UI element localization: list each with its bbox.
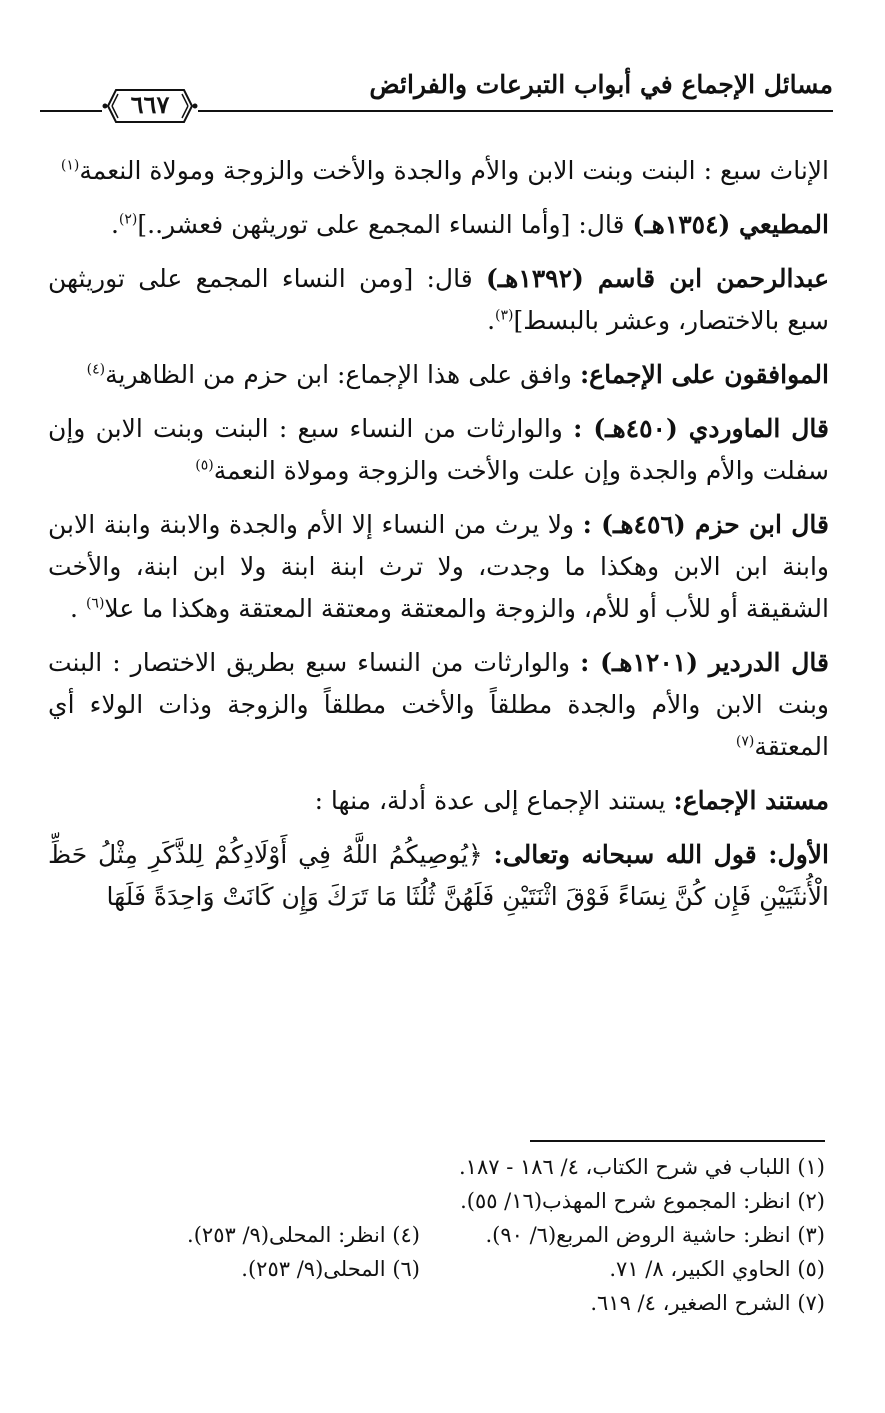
footnote-item: (٣) انظر: حاشية الروض المربع(٦/ ٩٠). (485, 1223, 825, 1247)
footnote-ref[interactable]: (٣) (495, 307, 514, 324)
footnotes-right-column (445, 1150, 825, 1320)
main-text (48, 150, 829, 924)
footnote-item: (٥) الحاوي الكبير، ٨/ ٧١. (609, 1257, 825, 1281)
quran-verse: ﴿يُوصِيكُمُ اللَّهُ فِي أَوْلَادِكُمْ لِلذَّكَرِ مِثْلُ حَظِّ الْأُنثَيَيْنِ فَإِن كُنَّ نِسَاءً فَوْقَ اثْنَتَيْنِ فَلَهُنَّ ثُلُثَا مَا تَرَكَ وَإِن كَانَتْ وَاحِدَةً فَلَهَا (48, 840, 829, 911)
footnote-item: (٢) انظر: المجموع شرح المهذب(١٦/ ٥٥). (460, 1189, 825, 1213)
paragraph-females: الإناث سبع : البنت وبنت الابن والأم والجدة والأخت والزوجة ومولاة النعمة$^{(١)}$ (60, 156, 829, 185)
footnotes-left-column (100, 1218, 420, 1286)
paragraph-ibn-hazm: قال ابن حزم (٤٥٦هـ) : ولا يرث من النساء إلا الأم والجدة والابنة وابنة الابن وابنة ابن الابن وهكذا ما وجدت، ولا ترث ابنة ابنة ولا ابن ابنة، والأخت الشقيقة أو للأب أو للأم، والزوجة والمعتقة ومعتقة المعتقة وهكذا ما علا$^{(٦)}$ . (48, 510, 829, 623)
footnote-ref[interactable]: (٦) (85, 595, 105, 612)
footnote-ref[interactable]: (٧) (735, 733, 755, 750)
footnote-ref[interactable]: (٥) (195, 457, 214, 474)
footnote-ref[interactable]: (١) (60, 157, 80, 174)
paragraph-first-evidence: الأول: قول الله سبحانه وتعالى: ﴿يُوصِيكُمُ اللَّهُ فِي أَوْلَادِكُمْ لِلذَّكَرِ مِثْلُ حَظِّ الْأُنثَيَيْنِ فَإِن كُنَّ نِسَاءً فَوْقَ اثْنَتَيْنِ فَلَهُنَّ ثُلُثَا مَا تَرَكَ وَإِن كَانَتْ وَاحِدَةً فَلَهَا (48, 840, 829, 911)
paragraph-basis: مستند الإجماع: يستند الإجماع إلى عدة أدلة، منها : (314, 786, 829, 815)
footnote-item: (١) اللباب في شرح الكتاب، ٤/ ١٨٦ - ١٨٧. (458, 1155, 825, 1179)
paragraph-agreeing: الموافقون على الإجماع: وافق على هذا الإجماع: ابن حزم من الظاهرية$^{(٤)}$ (86, 360, 829, 389)
footnote-item: (٤) انظر: المحلى(٩/ ٢٥٣). (187, 1223, 420, 1247)
page-number: ٦٦٧ (130, 90, 170, 119)
paragraph-ibn-qasim: عبدالرحمن ابن قاسم (١٣٩٢هـ) قال: [ومن النساء المجمع على توريثهن سبع بالاختصار، وعشر بالبسط]$^{(٣)}$. (48, 264, 830, 335)
paragraph-dardir: قال الدردير (١٢٠١هـ) : والوارثات من النساء سبع بطريق الاختصار : البنت وبنت الابن والأم والجدة مطلقاً والأخت مطلقاً والزوجة وذات الولاء أي المعتقة$^{(٧)}$ (48, 648, 829, 761)
footnote-separator (530, 1140, 825, 1142)
paragraph-mutii: المطيعي (١٣٥٤هـ) قال: [وأما النساء المجمع على توريثهن فعشر..]$^{(٢)}$. (110, 210, 829, 239)
header-title: مسائل الإجماع في أبواب التبرعات والفرائض (369, 70, 833, 99)
footnote-ref[interactable]: (٢) (118, 211, 138, 228)
paragraph-mawardi: قال الماوردي (٤٥٠هـ) : والوارثات من النساء سبع : البنت وبنت الابن وإن سفلت والأم والجدة وإن علت والأخت والزوجة ومولاة النعمة$^{(٥)}$ (48, 414, 829, 485)
running-header (40, 58, 833, 128)
footnote-item: (٦) المحلى(٩/ ٢٥٣). (241, 1257, 420, 1281)
footnote-item: (٧) الشرح الصغير، ٤/ ٦١٩. (590, 1291, 825, 1315)
footnote-ref[interactable]: (٤) (86, 361, 106, 378)
page-number-badge (102, 84, 198, 128)
